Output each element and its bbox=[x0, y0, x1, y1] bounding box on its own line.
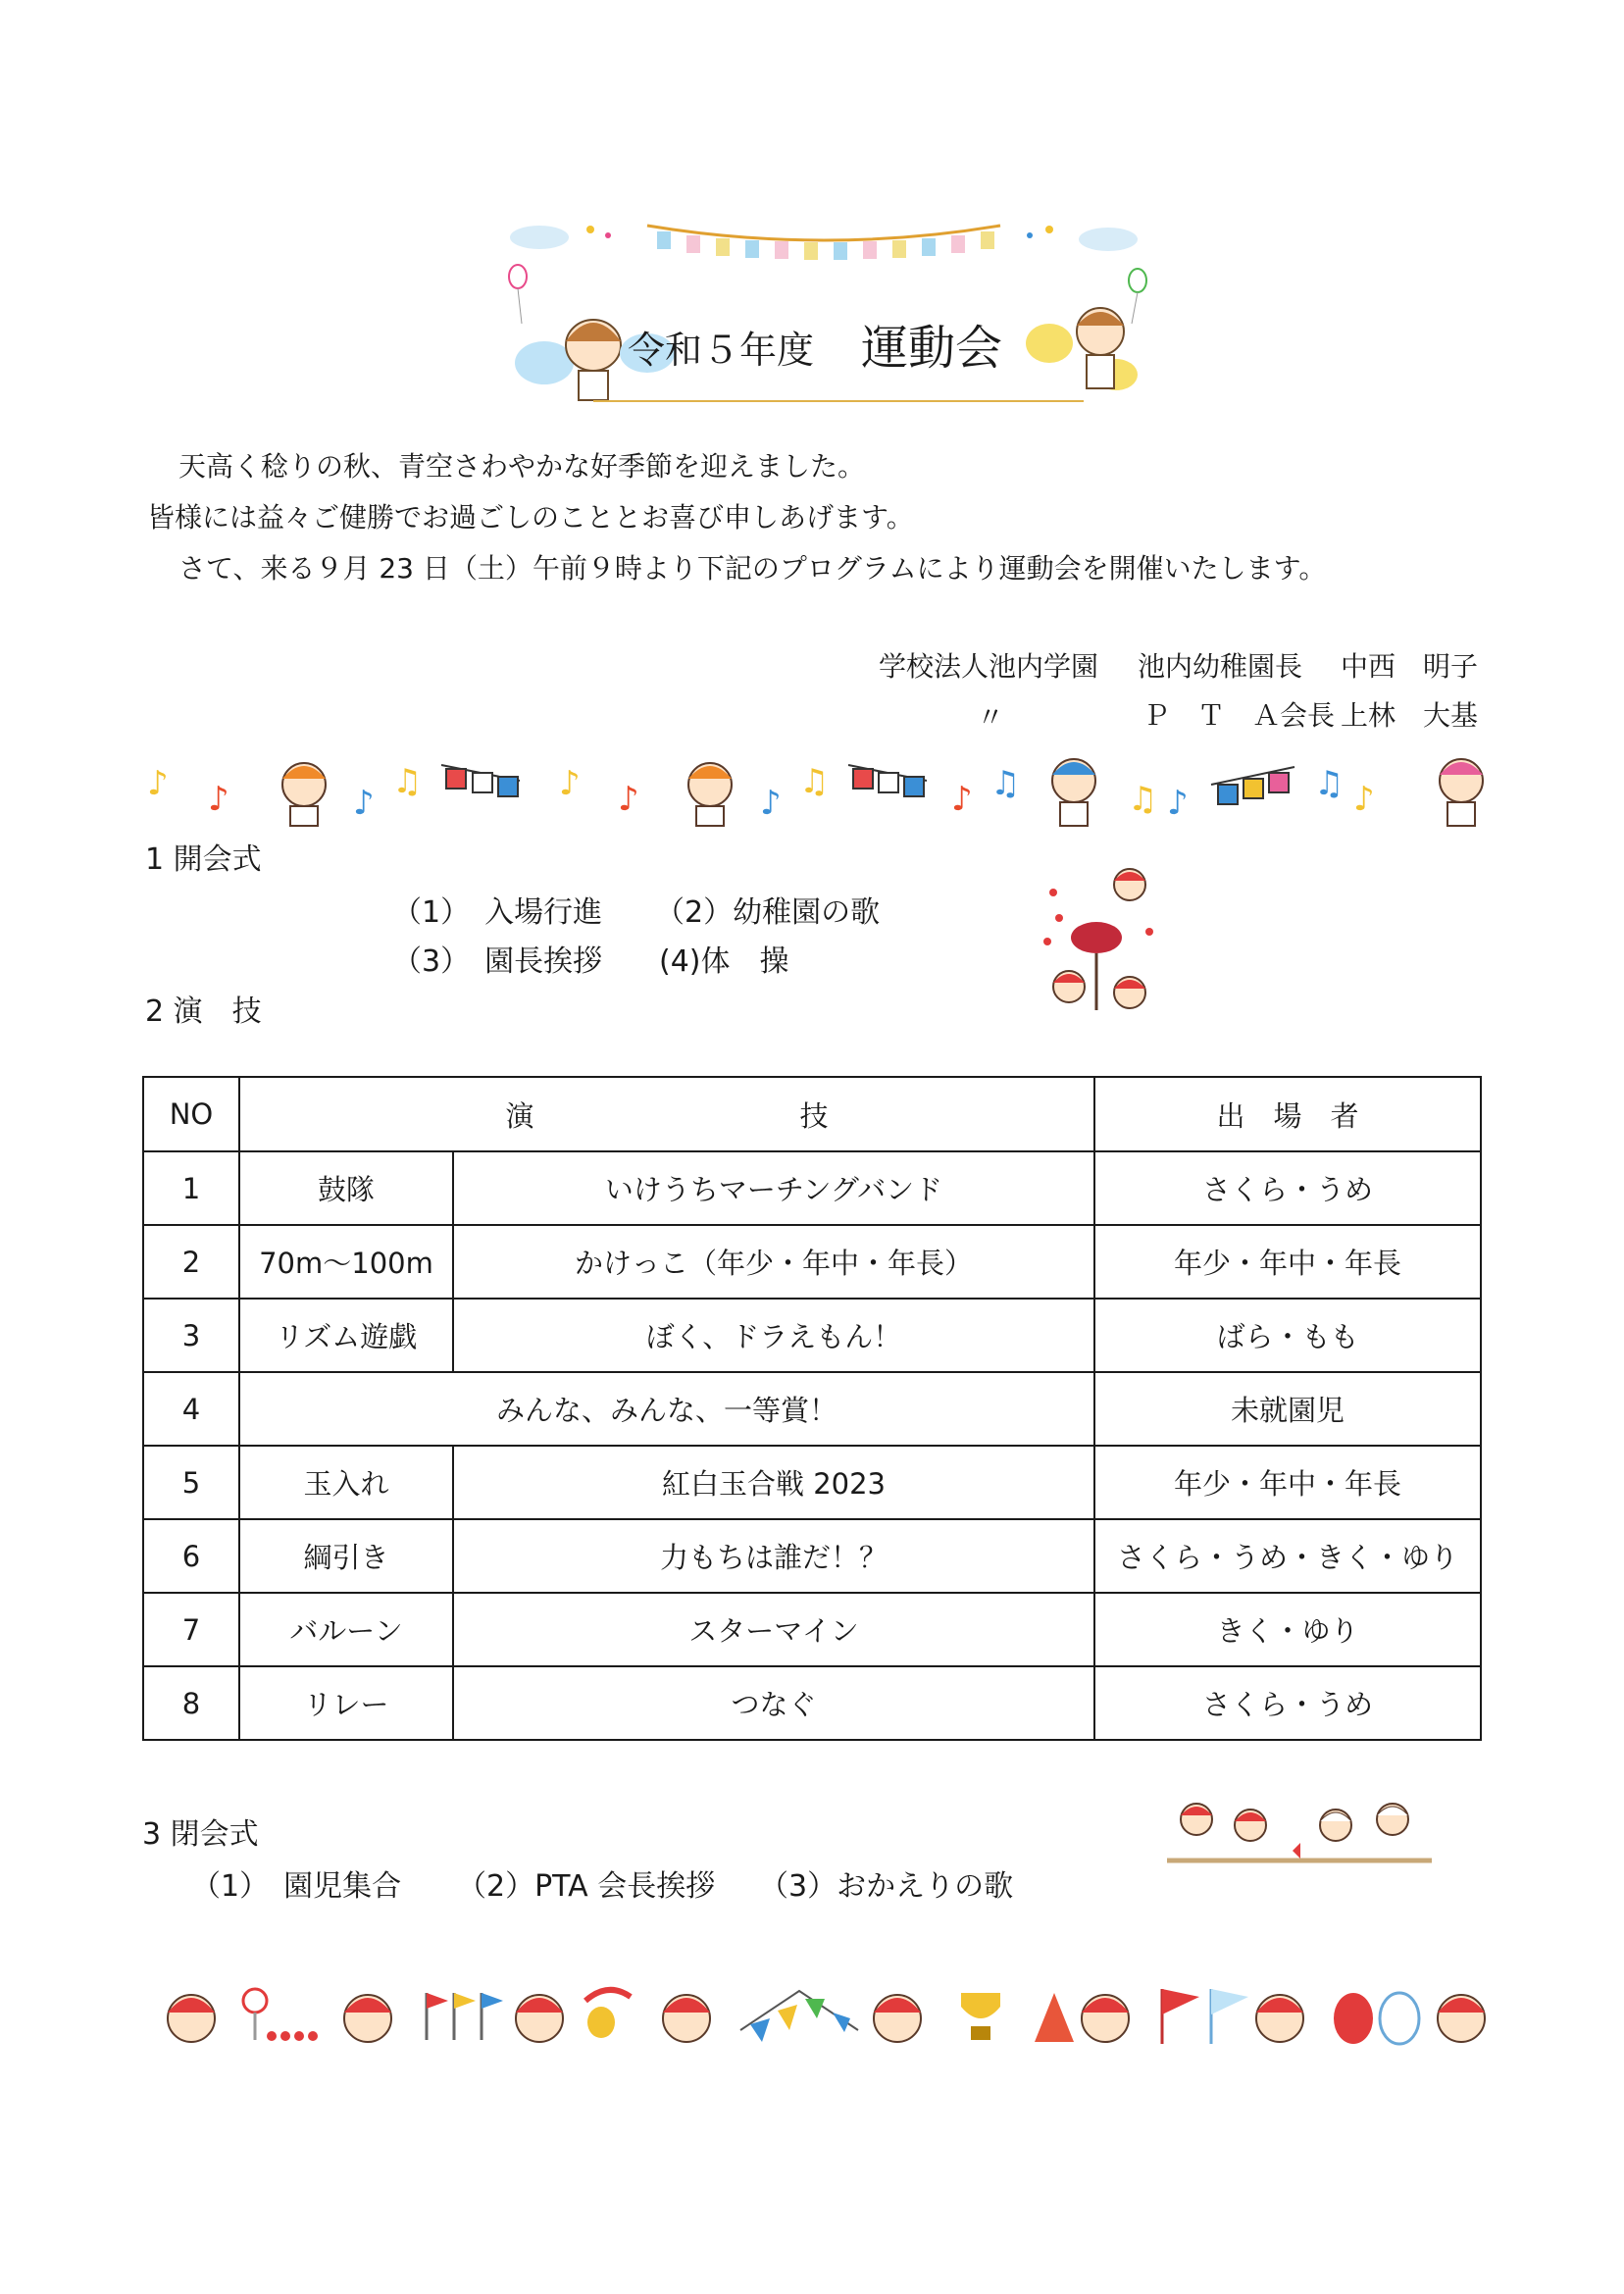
row-no: 2 bbox=[143, 1225, 239, 1299]
signature-ditto: 〃 bbox=[977, 701, 1005, 734]
closing-item-1: （1） 園児集合 bbox=[191, 1869, 402, 1904]
row-category: 綱引き bbox=[239, 1519, 453, 1593]
svg-text:♪: ♪ bbox=[951, 780, 973, 819]
row-title: スターマイン bbox=[453, 1593, 1094, 1666]
row-participants: さくら・うめ bbox=[1094, 1666, 1481, 1740]
svg-text:♪: ♪ bbox=[208, 780, 229, 819]
row-title: 力もちは誰だ！？ bbox=[453, 1519, 1094, 1593]
svg-text:♪: ♪ bbox=[353, 784, 375, 823]
opening-item-2: （2）幼稚園の歌 bbox=[655, 895, 881, 930]
page-title: 運動会 bbox=[861, 321, 1003, 376]
row-participants: ばら・もも bbox=[1094, 1299, 1481, 1372]
row-category: 鼓隊 bbox=[239, 1151, 453, 1225]
row-title: みんな、みんな、一等賞！ bbox=[239, 1372, 1094, 1446]
section-heading-performances: 2 演 技 bbox=[145, 994, 262, 1029]
decorative-divider-notes bbox=[147, 745, 1491, 843]
svg-text:♪: ♪ bbox=[1167, 784, 1189, 823]
intro-line-2: 皆様には益々ご健勝でお過ごしのこととお喜び申しあげます。 bbox=[147, 501, 914, 534]
bunting-banner bbox=[500, 216, 1147, 412]
row-participants: 年少・年中・年長 bbox=[1094, 1225, 1481, 1299]
row-category: リレー bbox=[239, 1666, 453, 1740]
row-category: 70m～100m bbox=[239, 1225, 453, 1299]
decorative-bottom-border bbox=[162, 1971, 1496, 2060]
row-title: かけっこ（年少・年中・年長） bbox=[453, 1225, 1094, 1299]
svg-text:♪: ♪ bbox=[618, 780, 639, 819]
table-row bbox=[143, 1372, 1481, 1446]
table-row bbox=[143, 1225, 1481, 1299]
table-row bbox=[143, 1299, 1481, 1372]
row-participants: さくら・うめ bbox=[1094, 1151, 1481, 1225]
column-header-event-a: 演 bbox=[505, 1098, 534, 1133]
column-header-participants: 出 場 者 bbox=[1094, 1077, 1481, 1151]
signature-name-pta: 上林 大基 bbox=[1341, 699, 1479, 732]
row-category: 玉入れ bbox=[239, 1446, 453, 1519]
svg-text:♪: ♪ bbox=[760, 784, 782, 823]
signature-role-principal: 池内幼稚園長 bbox=[1138, 650, 1303, 683]
signature-name-principal: 中西 明子 bbox=[1341, 650, 1479, 683]
svg-text:♫: ♫ bbox=[1314, 764, 1345, 803]
row-participants: さくら・うめ・きく・ゆり bbox=[1094, 1519, 1481, 1593]
column-header-event-b: 技 bbox=[799, 1098, 829, 1133]
table-row bbox=[143, 1446, 1481, 1519]
row-participants: 年少・年中・年長 bbox=[1094, 1446, 1481, 1519]
signature-org: 学校法人池内学園 bbox=[879, 650, 1099, 683]
row-no: 6 bbox=[143, 1519, 239, 1593]
table-header-row bbox=[143, 1077, 1481, 1151]
row-no: 5 bbox=[143, 1446, 239, 1519]
table-row bbox=[143, 1593, 1481, 1666]
row-title: ぼく、ドラえもん！ bbox=[453, 1299, 1094, 1372]
svg-text:♫: ♫ bbox=[799, 762, 830, 801]
row-title: いけうちマーチングバンド bbox=[453, 1151, 1094, 1225]
row-no: 4 bbox=[143, 1372, 239, 1446]
intro-line-1: 天高く稔りの秋、青空さわやかな好季節を迎えました。 bbox=[178, 450, 866, 483]
program-table bbox=[142, 1076, 1482, 1741]
row-participants: 未就園児 bbox=[1094, 1372, 1481, 1446]
section-heading-opening: 1 開会式 bbox=[145, 842, 262, 877]
row-participants: きく・ゆり bbox=[1094, 1593, 1481, 1666]
svg-text:♫: ♫ bbox=[1128, 780, 1158, 819]
column-header-event bbox=[239, 1077, 1094, 1151]
table-row bbox=[143, 1151, 1481, 1225]
row-title: つなぐ bbox=[453, 1666, 1094, 1740]
ball-toss-illustration bbox=[1040, 863, 1167, 1040]
row-category: リズム遊戯 bbox=[239, 1299, 453, 1372]
row-no: 8 bbox=[143, 1666, 239, 1740]
title-underline bbox=[593, 400, 1084, 402]
svg-text:♪: ♪ bbox=[559, 764, 581, 803]
signature-role-pta: Ｐ Ｔ Ａ会長 bbox=[1142, 699, 1336, 732]
column-header-no: NO bbox=[143, 1077, 239, 1151]
row-title: 紅白玉合戦 2023 bbox=[453, 1446, 1094, 1519]
svg-text:♫: ♫ bbox=[392, 762, 423, 801]
row-no: 7 bbox=[143, 1593, 239, 1666]
intro-line-3: さて、来る９月 23 日（土）午前９時より下記のプログラムにより運動会を開催いたします。 bbox=[178, 552, 1327, 585]
table-row bbox=[143, 1666, 1481, 1740]
header-year-label: 令和５年度 bbox=[628, 329, 815, 372]
table-row bbox=[143, 1519, 1481, 1593]
row-no: 3 bbox=[143, 1299, 239, 1372]
opening-item-1: （1） 入場行進 bbox=[392, 895, 603, 930]
svg-text:♪: ♪ bbox=[1353, 780, 1375, 819]
opening-item-4: (4)体 操 bbox=[659, 944, 789, 979]
svg-text:♪: ♪ bbox=[147, 764, 169, 803]
section-heading-closing: 3 閉会式 bbox=[142, 1817, 259, 1852]
opening-item-3: （3） 園長挨拶 bbox=[392, 944, 603, 979]
row-category: バルーン bbox=[239, 1593, 453, 1666]
row-no: 1 bbox=[143, 1151, 239, 1225]
svg-text:♫: ♫ bbox=[990, 764, 1021, 803]
closing-item-3: （3）おかえりの歌 bbox=[759, 1869, 1014, 1904]
closing-item-2: （2）PTA 会長挨拶 bbox=[457, 1869, 716, 1904]
tug-of-war-illustration bbox=[1167, 1790, 1432, 1898]
